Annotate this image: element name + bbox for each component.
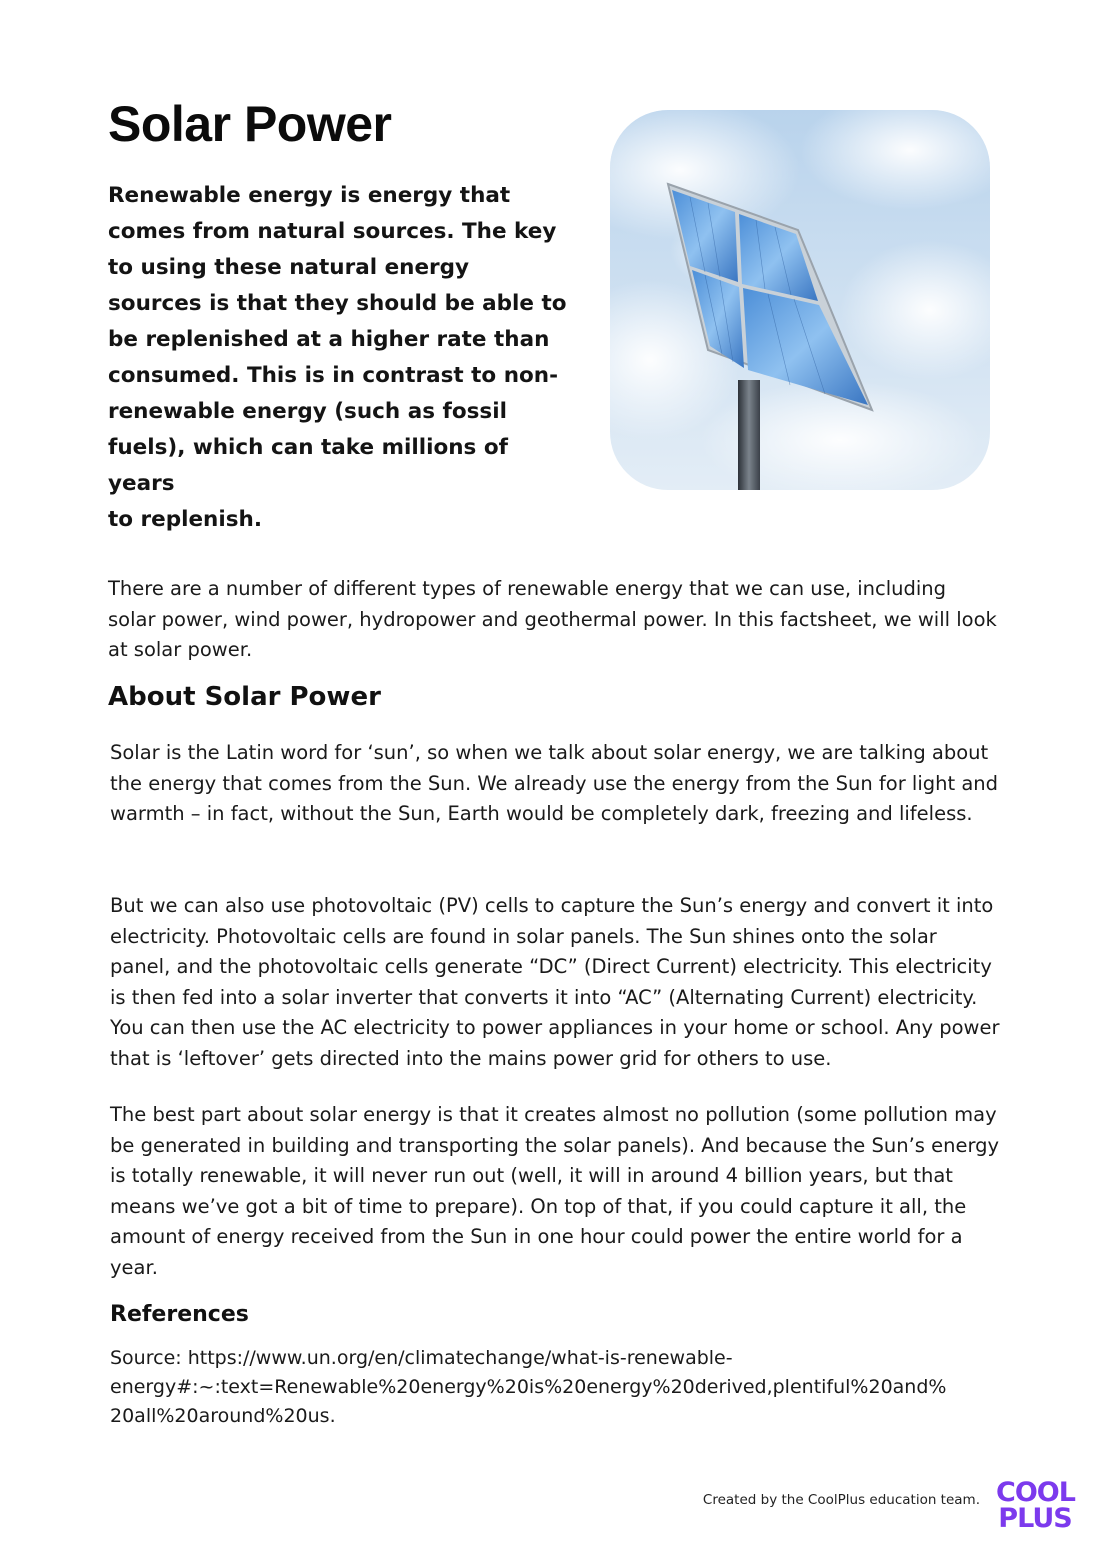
references-heading: References <box>110 1302 249 1327</box>
body-paragraph: But we can also use photovoltaic (PV) cells to capture the Sun’s energy and convert it into electricity. Photovoltaic cells are found in solar panels. The Sun shines onto the solar panel, and the photovoltaic cells generate “DC” (Direct Current) electricity. This electricity is then fed into a solar inverter that converts it into “AC” (Alternating Current) electricity. You can then use the AC electricity to power appliances in your home or school. Any power that is ‘leftover’ gets directed into the mains power grid for others to use. <box>110 894 1000 1070</box>
overview-paragraph: There are a number of different types of renewable energy that we can use, including solar power, wind power, hydropower and geothermal power. In this factsheet, we will look at solar power. <box>108 577 997 661</box>
reference-source-link[interactable]: Source: https://www.un.org/en/climatechange/what-is-renewable- energy#:~:text=Renewable%20energy%20is%20energy%20derived,plentiful%20and% 20all%20around%20us. <box>110 1347 947 1427</box>
coolplus-logo: COOL PLUS <box>996 1477 1075 1534</box>
section-heading: About Solar Power <box>108 682 381 712</box>
body-paragraph: Solar is the Latin word for ‘sun’, so when we talk about solar energy, we are talking about the energy that comes from the Sun. We already use the energy from the Sun for light and warmth – in fact, without the Sun, Earth would be completely dark, freezing and lifeless. <box>110 741 999 825</box>
page-title: Solar Power <box>108 96 392 152</box>
solar-panel-image <box>610 110 990 490</box>
body-paragraph: The best part about solar energy is that it creates almost no pollution (some pollution may be generated in building and transporting the solar panels). And because the Sun’s energy is totally renewable, it will never run out (well, it will in around 4 billion years, but that means we’ve got a bit of time to prepare). On top of that, if you could capture it all, the amount of energy received from the Sun in one hour could power the entire world for a year. <box>110 1103 1000 1279</box>
footer-credit: Created by the CoolPlus education team. <box>702 1492 980 1508</box>
intro-text: Renewable energy is energy that comes from natural sources. The key to using these natural energy sources is that they should be able to be replenished at a higher rate than consumed. This is in contrast to non-renewable energy (such as fossil fuels), which can take millions of years to replenish. <box>108 183 567 532</box>
